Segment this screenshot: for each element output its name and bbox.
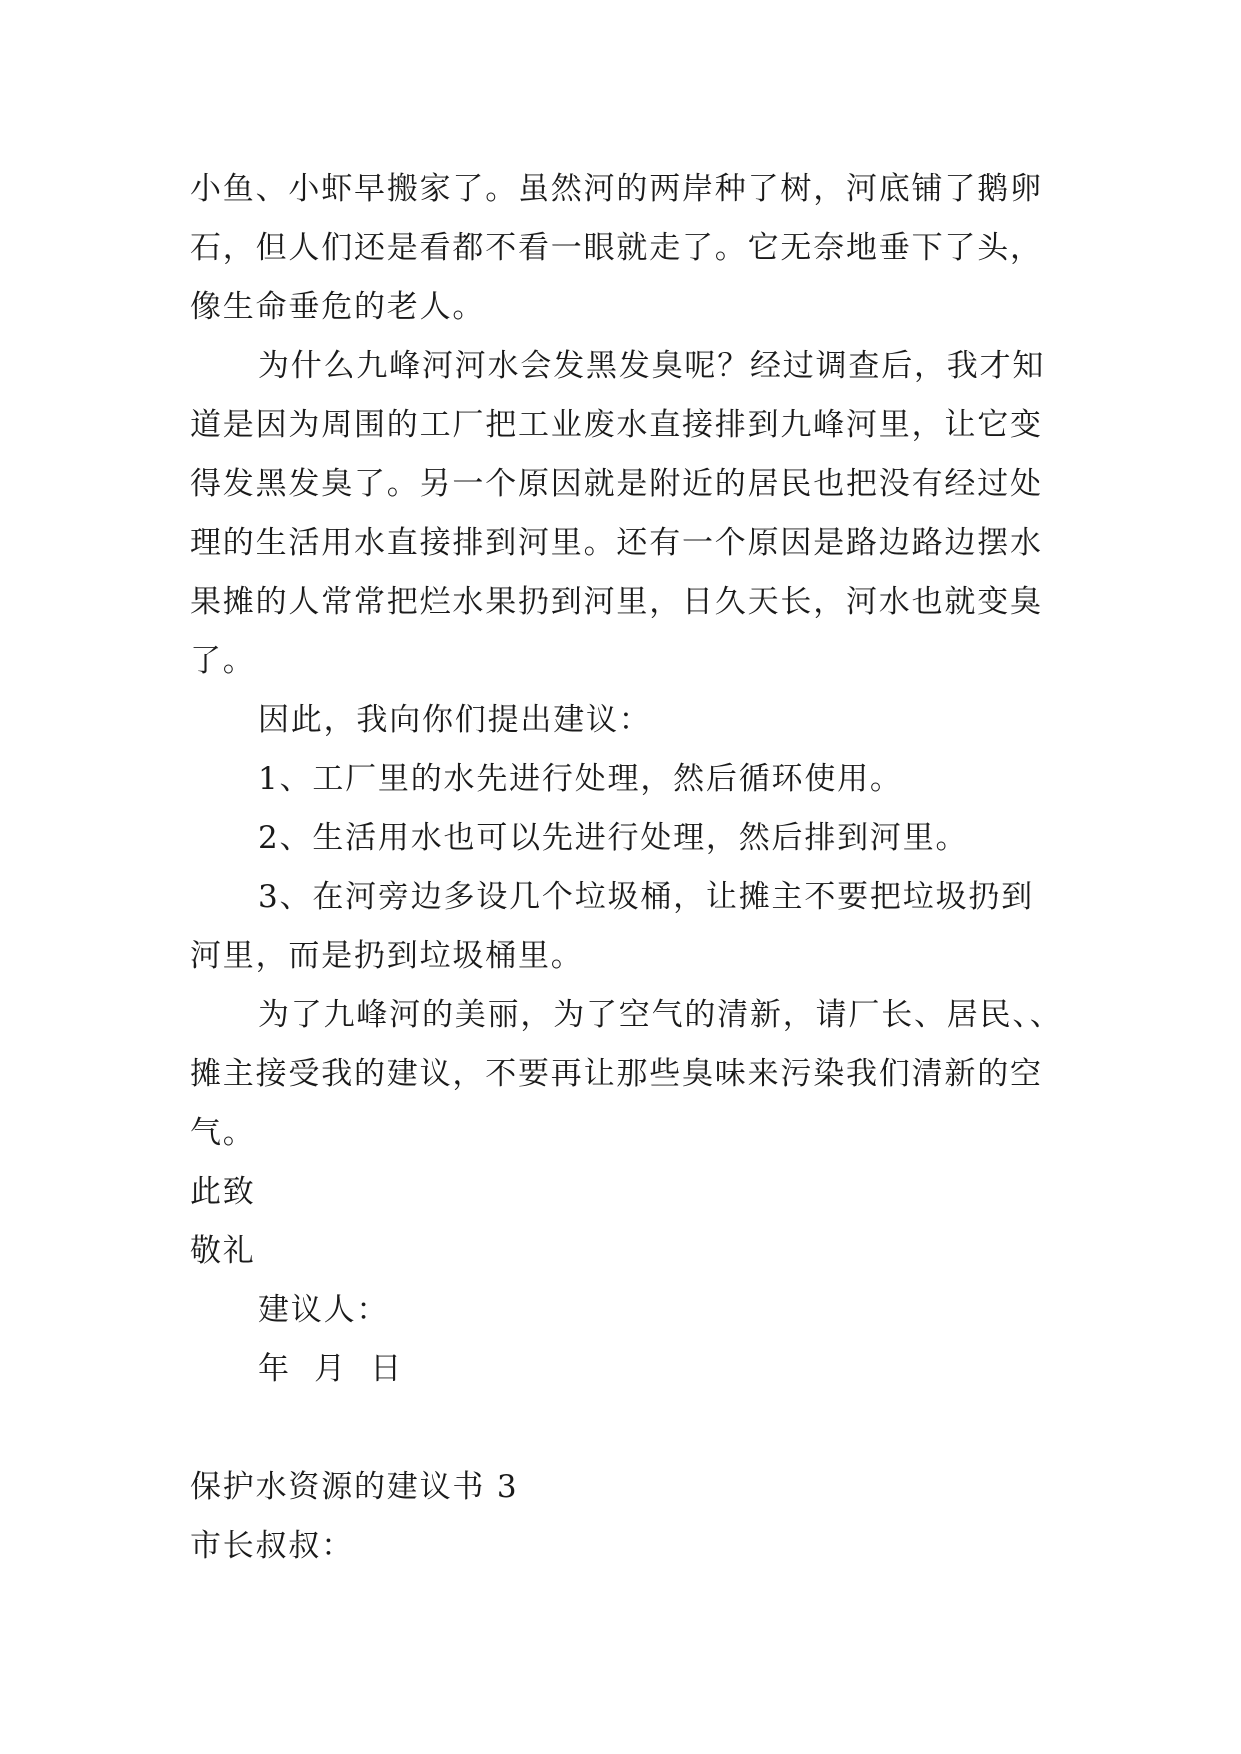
paragraph-line: 为了九峰河的美丽，为了空气的清新，请厂长、居民、、 bbox=[258, 997, 1063, 1033]
list-item: 3、在河旁边多设几个垃圾桶，让摊主不要把垃圾扔到 bbox=[258, 879, 1034, 915]
section-gap bbox=[190, 1399, 1060, 1458]
paragraph-line: 小鱼、小虾早搬家了。虽然河的两岸种了树，河底铺了鹅卵 bbox=[190, 171, 1043, 207]
closing-line: 此致 bbox=[190, 1174, 256, 1210]
list-item-continuation: 河里，而是扔到垃圾桶里。 bbox=[190, 938, 584, 974]
paragraph-line: 摊主接受我的建议，不要再让那些臭味来污染我们清新的空 bbox=[190, 1056, 1043, 1092]
signature-line: 建议人： bbox=[258, 1292, 390, 1328]
date-line: 年 月 日 bbox=[258, 1351, 404, 1387]
paragraph-line: 道是因为周围的工厂把工业废水直接排到九峰河里，让它变 bbox=[190, 407, 1043, 443]
list-item: 2、生活用水也可以先进行处理，然后排到河里。 bbox=[258, 820, 969, 856]
paragraph-line: 得发黑发臭了。另一个原因就是附近的居民也把没有经过处 bbox=[190, 466, 1043, 502]
section-title: 保护水资源的建议书 3 bbox=[190, 1469, 519, 1505]
paragraph-line: 像生命垂危的老人。 bbox=[190, 289, 486, 325]
salutation: 市长叔叔： bbox=[190, 1528, 354, 1564]
paragraph-line: 理的生活用水直接排到河里。还有一个原因是路边路边摆水 bbox=[190, 525, 1043, 561]
paragraph-line: 果摊的人常常把烂水果扔到河里，日久天长，河水也就变臭 bbox=[190, 584, 1043, 620]
closing-line: 敬礼 bbox=[190, 1233, 256, 1269]
paragraph-line: 因此，我向你们提出建议： bbox=[258, 702, 652, 738]
paragraph-line: 为什么九峰河河水会发黑发臭呢？经过调查后，我才知 bbox=[258, 348, 1046, 384]
document-page bbox=[190, 160, 1063, 1576]
paragraph-line: 了。 bbox=[190, 643, 256, 679]
list-item: 1、工厂里的水先进行处理，然后循环使用。 bbox=[258, 761, 903, 797]
paragraph-line: 气。 bbox=[190, 1115, 256, 1151]
paragraph-line: 石，但人们还是看都不看一眼就走了。它无奈地垂下了头， bbox=[190, 230, 1043, 266]
